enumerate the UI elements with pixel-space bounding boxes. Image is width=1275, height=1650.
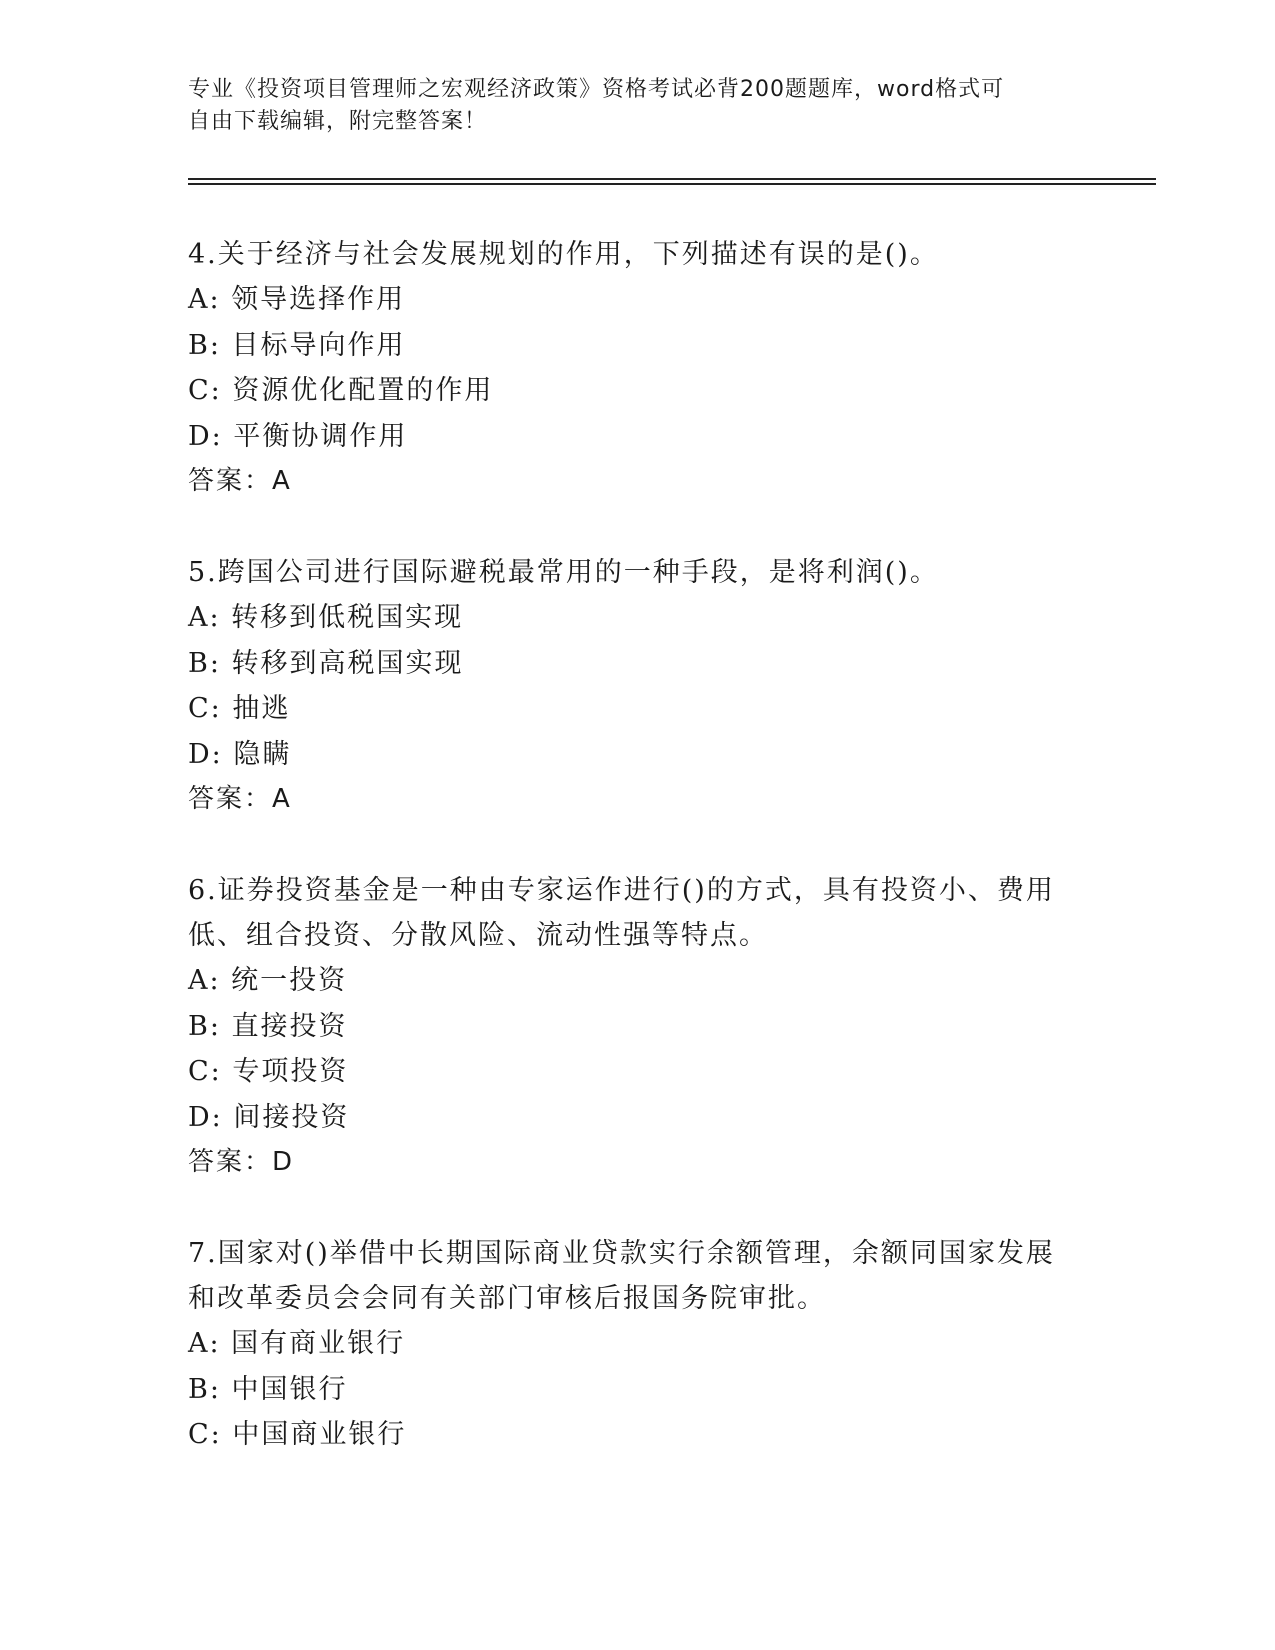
option-a: A: 领导选择作用 xyxy=(188,284,406,315)
answer: 答案：D xyxy=(188,1147,295,1177)
option-c: C: 抽逃 xyxy=(188,693,291,724)
document-header xyxy=(188,74,1088,138)
question-text-line-2: 低、组合投资、分散风险、流动性强等特点。 xyxy=(188,920,768,951)
question-text-line-2: 和改革委员会会同有关部门审核后报国务院审批。 xyxy=(188,1283,826,1314)
option-c: C: 中国商业银行 xyxy=(188,1419,407,1450)
question-text-line-1: 7.国家对()举借中长期国际商业贷款实行余额管理，余额同国家发展 xyxy=(188,1238,1055,1269)
header-divider-bottom xyxy=(188,183,1156,185)
header-divider-top xyxy=(188,178,1156,180)
header-line-2: 自由下载编辑，附完整答案！ xyxy=(188,109,488,134)
question-6 xyxy=(188,868,1088,1185)
option-a: A: 国有商业银行 xyxy=(188,1328,406,1359)
option-b: B: 转移到高税国实现 xyxy=(188,647,464,679)
answer: 答案：A xyxy=(188,784,292,814)
question-text: 5.跨国公司进行国际避税最常用的一种手段，是将利润()。 xyxy=(188,557,939,588)
option-d: D: 间接投资 xyxy=(188,1101,350,1133)
question-4 xyxy=(188,232,1088,504)
question-7 xyxy=(188,1231,1088,1458)
header-line-1: 专业《投资项目管理师之宏观经济政策》资格考试必背200题题库，word格式可 xyxy=(188,77,1005,102)
question-list xyxy=(188,232,1088,1504)
option-b: B: 中国银行 xyxy=(188,1373,348,1405)
answer: 答案：A xyxy=(188,466,292,496)
option-c: C: 资源优化配置的作用 xyxy=(188,375,494,406)
option-a: A: 统一投资 xyxy=(188,965,348,996)
question-text-line-1: 6.证券投资基金是一种由专家运作进行()的方式，具有投资小、费用 xyxy=(188,875,1055,906)
option-c: C: 专项投资 xyxy=(188,1056,349,1087)
option-b: B: 直接投资 xyxy=(188,1010,348,1042)
option-a: A: 转移到低税国实现 xyxy=(188,602,464,633)
option-d: D: 隐瞒 xyxy=(188,738,292,770)
question-text: 4.关于经济与社会发展规划的作用，下列描述有误的是()。 xyxy=(188,239,939,270)
question-5 xyxy=(188,550,1088,822)
option-b: B: 目标导向作用 xyxy=(188,329,406,361)
option-d: D: 平衡协调作用 xyxy=(188,420,408,452)
